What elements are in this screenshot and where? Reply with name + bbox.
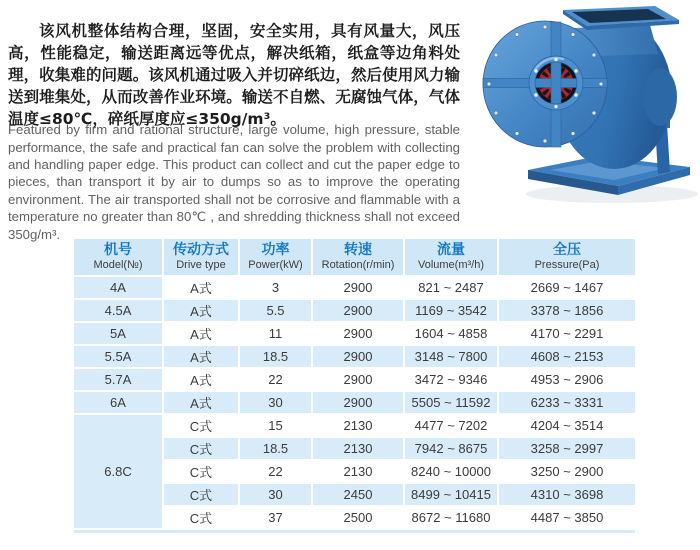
spec-table-header-row — [74, 239, 635, 275]
cell-model: 4.5A — [74, 300, 162, 321]
table-row — [74, 392, 635, 413]
col-header-drive-type: 传动方式 Drive type — [164, 239, 238, 275]
cell-volume: 7942 ~ 8675 — [405, 438, 497, 459]
col-header-rotation: 转速 Rotation(r/min) — [313, 239, 403, 275]
cell-volume: 1604 ~ 4858 — [405, 323, 497, 344]
cell-model: 4A — [74, 277, 162, 298]
table-row — [74, 323, 635, 344]
cell-pressure: 6233 ~ 3331 — [499, 392, 635, 413]
cell-power: 37 — [240, 507, 311, 528]
motor-bulge — [643, 68, 677, 126]
cell-power: 18.5 — [240, 438, 311, 459]
cell-rotation: 2900 — [313, 300, 403, 321]
cell-drive: C式 — [164, 507, 238, 528]
cell-pressure: 3378 ~ 1856 — [499, 300, 635, 321]
cell-power: 3 — [240, 277, 311, 298]
cell-drive: A式 — [164, 277, 238, 298]
cell-drive: A式 — [164, 369, 238, 390]
product-photo-centrifugal-fan — [462, 2, 698, 216]
cell-volume: 8672 ~ 11680 — [405, 507, 497, 528]
cell-volume: 3148 ~ 7800 — [405, 346, 497, 367]
cell-drive: C式 — [164, 415, 238, 436]
cell-pressure: 4953 ~ 2906 — [499, 369, 635, 390]
cell-volume: 5505 ~ 11592 — [405, 392, 497, 413]
table-row — [74, 369, 635, 390]
cell-volume: 3472 ~ 9346 — [405, 369, 497, 390]
table-row — [74, 415, 635, 436]
cell-volume: 821 ~ 2487 — [405, 277, 497, 298]
table-row — [74, 277, 635, 298]
cell-rotation: 2900 — [313, 277, 403, 298]
cell-pressure: 4310 ~ 3698 — [499, 484, 635, 505]
cell-power: 22 — [240, 461, 311, 482]
cell-drive: A式 — [164, 392, 238, 413]
cell-rotation: 2900 — [313, 392, 403, 413]
cell-rotation: 2130 — [313, 461, 403, 482]
cell-pressure: 3258 ~ 2997 — [499, 438, 635, 459]
table-row — [74, 346, 635, 367]
cell-power: 18.5 — [240, 346, 311, 367]
cell-pressure: 4204 ~ 3514 — [499, 415, 635, 436]
cell-rotation: 2130 — [313, 438, 403, 459]
cell-power: 5.5 — [240, 300, 311, 321]
cell-rotation: 2500 — [313, 507, 403, 528]
cell-rotation: 2900 — [313, 346, 403, 367]
col-header-volume: 流量 Volume(m³/h) — [405, 239, 497, 275]
cell-power: 22 — [240, 369, 311, 390]
spec-table — [72, 237, 637, 535]
cell-pressure: 2669 ~ 1467 — [499, 277, 635, 298]
cell-pressure: 4608 ~ 2153 — [499, 346, 635, 367]
col-header-power: 功率 Power(kW) — [240, 239, 311, 275]
cell-drive: C式 — [164, 484, 238, 505]
cell-pressure: 4170 ~ 2291 — [499, 323, 635, 344]
cell-drive: C式 — [164, 438, 238, 459]
cell-power: 11 — [240, 323, 311, 344]
cell-model: 6A — [74, 392, 162, 413]
cell-model: 5A — [74, 323, 162, 344]
intro-paragraph-english: Featured by firm and rational structure, large volume, high pressure, stable performance, the safe and practical fan can solve the problem with collecting and handling paper edge. This product can collect and cut the paper edge to pieces, than transport it by air to dumps so as to improve the operating environment. The air transported shall not be corrosive and flammable with a temperature no greater than 80℃ , and shredding thickness shall not exceed 350g/m³. — [8, 122, 460, 242]
cell-pressure: 3250 ~ 2900 — [499, 461, 635, 482]
cell-volume: 8499 ~ 10415 — [405, 484, 497, 505]
table-row — [74, 300, 635, 321]
cell-rotation: 2130 — [313, 415, 403, 436]
cell-drive: A式 — [164, 346, 238, 367]
intro-paragraph-chinese: 该风机整体结构合理，坚固，安全实用，具有风量大，风压高，性能稳定，输送距离远等优点，解决纸箱，纸盒等边角料处理，收集难的问题。该风机通过吸入并切碎纸边，然后使用风力输送到堆集处，从而改善作业环境。输送不自燃、无腐蚀气体，气体温度≤80℃，碎纸厚度应≤350g/m³。 — [8, 21, 460, 128]
cell-rotation: 2450 — [313, 484, 403, 505]
cell-power: 15 — [240, 415, 311, 436]
cell-rotation: 2900 — [313, 323, 403, 344]
cell-drive: A式 — [164, 300, 238, 321]
cell-drive: A式 — [164, 323, 238, 344]
cell-rotation: 2900 — [313, 369, 403, 390]
cell-pressure: 4487 ~ 3850 — [499, 507, 635, 528]
cell-volume: 4477 ~ 7202 — [405, 415, 497, 436]
cell-model: 5.5A — [74, 346, 162, 367]
cell-power: 30 — [240, 484, 311, 505]
col-header-model: 机号 Model(№) — [74, 239, 162, 275]
cell-power: 30 — [240, 392, 311, 413]
cell-drive: C式 — [164, 461, 238, 482]
cell-volume: 8240 ~ 10000 — [405, 461, 497, 482]
cell-volume: 1169 ~ 3542 — [405, 300, 497, 321]
col-header-pressure: 全压 Pressure(Pa) — [499, 239, 635, 275]
cell-model-merged: 6.8C — [74, 415, 162, 528]
centrifugal-fan-illustration — [462, 2, 698, 216]
cell-model: 5.7A — [74, 369, 162, 390]
table-bottom-strip — [74, 530, 635, 533]
